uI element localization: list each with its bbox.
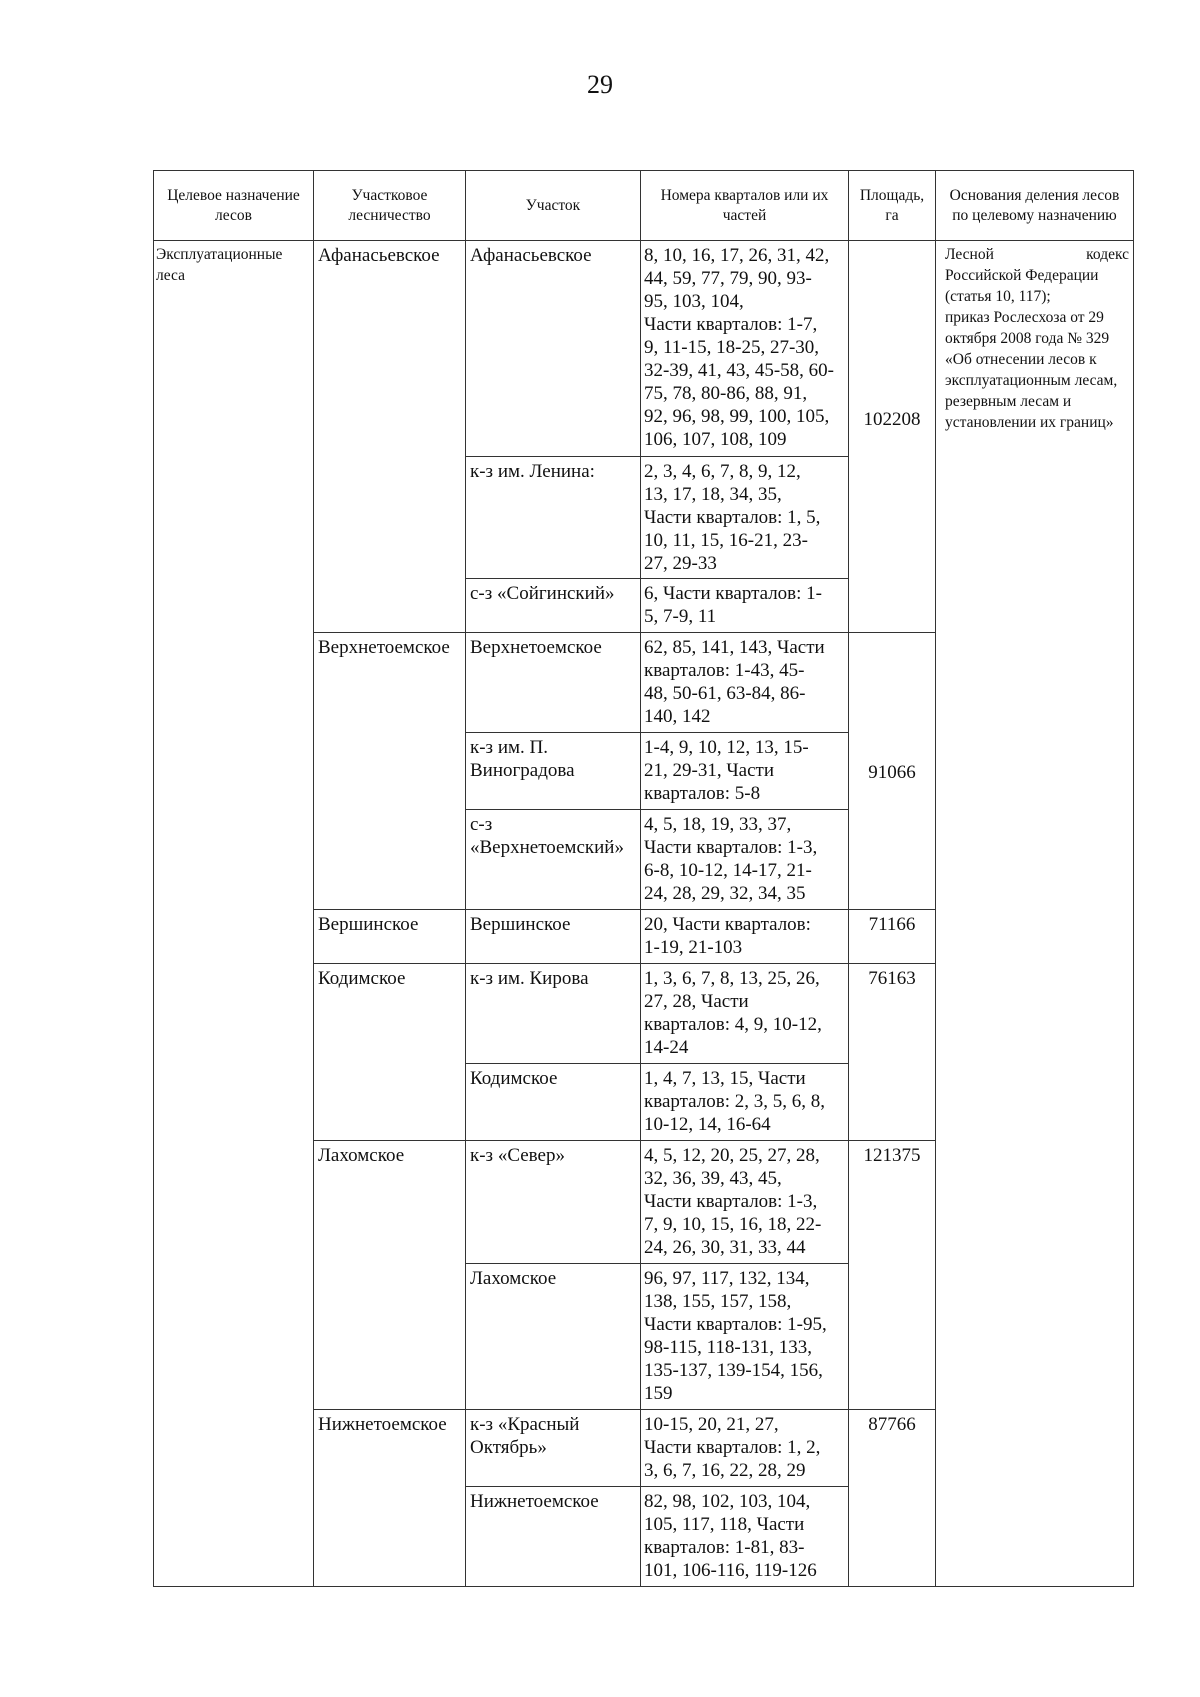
forestry-cell: Афанасьевское <box>314 241 466 633</box>
area-cell: 71166 <box>849 910 936 964</box>
quarters-cell: 4, 5, 18, 19, 33, 37, Части кварталов: 1-3, 6-8, 10-12, 14-17, 21- 24, 28, 29, 32, 34, 35 <box>641 810 849 910</box>
quarters-cell: 82, 98, 102, 103, 104, 105, 117, 118, Части кварталов: 1-81, 83- 101, 106-116, 119-126 <box>641 1487 849 1587</box>
site-cell: Лахомское <box>466 1264 641 1410</box>
header-site: Участок <box>466 171 641 241</box>
header-basis: Основания деления лесов по целевому назначению <box>936 171 1134 241</box>
forestry-cell: Верхнетоемское <box>314 633 466 910</box>
quarters-cell: 96, 97, 117, 132, 134, 138, 155, 157, 158, Части кварталов: 1-95, 98-115, 118-131, 133, 135-137, 139-154, 156, 159 <box>641 1264 849 1410</box>
area-cell: 121375 <box>849 1141 936 1410</box>
quarters-cell: 1, 4, 7, 13, 15, Части кварталов: 2, 3, 5, 6, 8, 10-12, 14, 16-64 <box>641 1064 849 1141</box>
area-cell: 91066 <box>849 633 936 910</box>
forestry-cell: Кодимское <box>314 964 466 1141</box>
table-row <box>154 241 1134 457</box>
quarters-cell: 1, 3, 6, 7, 8, 13, 25, 26, 27, 28, Части кварталов: 4, 9, 10-12, 14-24 <box>641 964 849 1064</box>
site-cell: к-з им. Кирова <box>466 964 641 1064</box>
basis-text: Российской Федерации (статья 10, 117); приказ Рослесхоза от 29 октября 2008 года № 329 «Об отнесении лесов к эксплуатационным лесам, резервным лесам и установлении их границ» <box>945 267 1118 431</box>
site-cell: Кодимское <box>466 1064 641 1141</box>
page-number: 29 <box>587 70 613 99</box>
area-cell <box>849 241 936 633</box>
quarters-cell: 62, 85, 141, 143, Части кварталов: 1-43, 45- 48, 50-61, 63-84, 86- 140, 142 <box>641 633 849 733</box>
quarters-cell: 2, 3, 4, 6, 7, 8, 9, 12, 13, 17, 18, 34, 35, Части кварталов: 1, 5, 10, 11, 15, 16-21, 23- 27, 29-33 <box>641 457 849 579</box>
site-cell: к-з им. П. Виноградова <box>466 733 641 810</box>
area-value: 102208 <box>863 409 921 430</box>
site-cell: к-з «Красный Октябрь» <box>466 1410 641 1487</box>
site-cell: с-з «Верхнетоемский» <box>466 810 641 910</box>
header-forestry: Участковое лесничество <box>314 171 466 241</box>
site-cell: к-з им. Ленина: <box>466 457 641 579</box>
site-cell: Верхнетоемское <box>466 633 641 733</box>
quarters-cell: 4, 5, 12, 20, 25, 27, 28, 32, 36, 39, 43, 45, Части кварталов: 1-3, 7, 9, 10, 15, 16, 18, 22- 24, 26, 30, 31, 33, 44 <box>641 1141 849 1264</box>
area-cell: 87766 <box>849 1410 936 1587</box>
header-quarters: Номера кварталов или их частей <box>641 171 849 241</box>
site-cell: Афанасьевское <box>466 241 641 457</box>
site-cell: Нижнетоемское <box>466 1487 641 1587</box>
quarters-cell: 8, 10, 16, 17, 26, 31, 42, 44, 59, 77, 79, 90, 93- 95, 103, 104, Части кварталов: 1-7, 9, 11-15, 18-25, 27-30, 32-39, 41, 43, 45-58, 60- 75, 78, 80-86, 88, 91, 92, 96, 98, 99, 100, 105, 106, 107, 108, 109 <box>641 241 849 457</box>
site-cell: к-з «Север» <box>466 1141 641 1264</box>
purpose-cell: Эксплуатационные леса <box>154 241 314 1587</box>
forestry-cell: Нижнетоемское <box>314 1410 466 1587</box>
forest-purpose-table <box>153 170 1134 1587</box>
header-row <box>154 171 1134 241</box>
site-cell: Вершинское <box>466 910 641 964</box>
site-cell: с-з «Сойгинский» <box>466 579 641 633</box>
forestry-cell: Лахомское <box>314 1141 466 1410</box>
quarters-cell: 20, Части кварталов: 1-19, 21-103 <box>641 910 849 964</box>
header-purpose: Целевое назначение лесов <box>154 171 314 241</box>
quarters-cell: 1-4, 9, 10, 12, 13, 15- 21, 29-31, Части кварталов: 5-8 <box>641 733 849 810</box>
header-area: Площадь, га <box>849 171 936 241</box>
area-cell: 76163 <box>849 964 936 1141</box>
basis-cell <box>936 241 1134 1587</box>
quarters-cell: 6, Части кварталов: 1- 5, 7-9, 11 <box>641 579 849 633</box>
forestry-cell: Вершинское <box>314 910 466 964</box>
basis-first-line: Лесной кодекс <box>945 246 1129 263</box>
quarters-cell: 10-15, 20, 21, 27, Части кварталов: 1, 2, 3, 6, 7, 16, 22, 28, 29 <box>641 1410 849 1487</box>
